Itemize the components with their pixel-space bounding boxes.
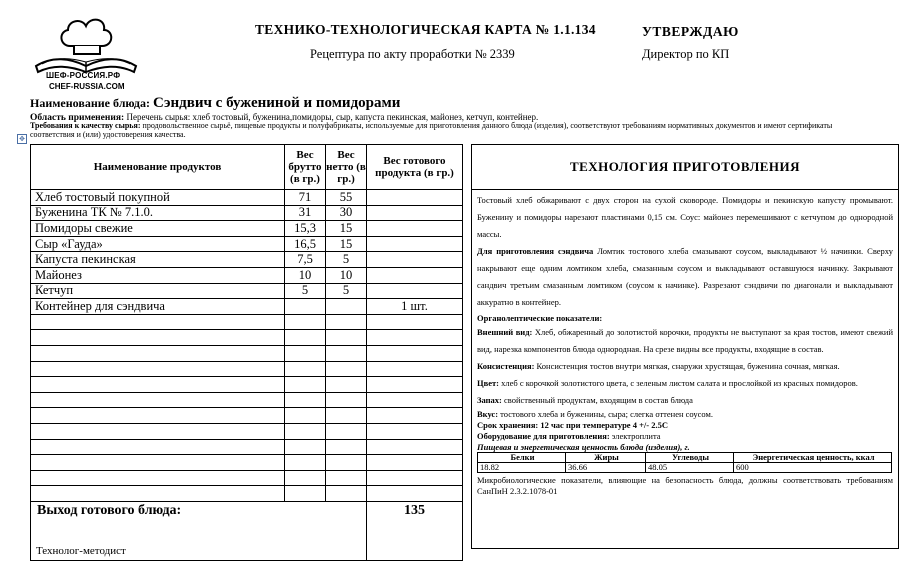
product-ready [367, 423, 463, 439]
tech-p2-text: Ломтик тостового хлеба смазывают соусом, выкладывают ½ начинки. Сверху накрывают еще одним ломтиком хлеба, смазанным соусом и выкладывают оставшуюся начинку. Закрывают сандвич третьим смазанным ломтиком (соусом к начинке). Разрезают сэндвичи по диагонали и выкладывают аккуратно в контейнер. [477, 246, 893, 307]
requirements-line [30, 122, 860, 139]
scope-text: Перечень сырья: хлеб тостовый, буженина,помидоры, сыр, капуста пекинская, майонез, кетчуп, контейнер. [126, 112, 539, 122]
organoleptic-label [477, 313, 893, 324]
appearance-label: Внешний вид: [477, 327, 533, 337]
requirements-text: продовольственное сырьё, пищевые продукты и полуфабрикаты, используемые для приготовления данного блюда (изделия), соответствуют требованиям нормативных документов и имеют сертификаты соответствия и (или) удостоверения качества. [30, 121, 833, 139]
product-name [31, 423, 285, 439]
product-name [31, 330, 285, 346]
col-header-name: Наименование продуктов [31, 145, 285, 190]
product-net: 55 [326, 190, 367, 206]
product-net [326, 330, 367, 346]
smell-text: свойственный продуктам, входящим в состав блюда [501, 395, 693, 405]
product-name [31, 439, 285, 455]
product-net [326, 392, 367, 408]
tech-paragraph-2 [477, 243, 893, 311]
table-row [31, 267, 463, 283]
product-ready [367, 486, 463, 502]
product-ready [367, 252, 463, 268]
product-ready [367, 330, 463, 346]
product-name: Майонез [31, 267, 285, 283]
nutrition-header-fat: Жиры [566, 453, 646, 463]
taste-text: тостового хлеба и буженины, сыра; слегка оттенен соусом. [498, 409, 713, 419]
product-ready [367, 283, 463, 299]
product-ready [367, 392, 463, 408]
color-text: хлеб с корочкой золотистого цвета, с зеленым листом салата и прослойкой из красных помидоров. [498, 378, 858, 388]
product-name [31, 455, 285, 471]
product-net [326, 345, 367, 361]
product-name: Буженина ТК № 7.1.0. [31, 205, 285, 221]
product-name [31, 486, 285, 502]
table-row [31, 408, 463, 424]
product-net [326, 361, 367, 377]
product-gross [285, 470, 326, 486]
product-net [326, 486, 367, 502]
product-name [31, 314, 285, 330]
logo-text-ru: ШЕФ-РОССИЯ.РФ [46, 71, 121, 80]
product-net [326, 299, 367, 315]
col-header-net: Вес нетто (в гр.) [326, 145, 367, 190]
table-move-handle-icon[interactable]: ✥ [17, 134, 27, 144]
product-ready [367, 345, 463, 361]
product-name [31, 377, 285, 393]
product-gross: 10 [285, 267, 326, 283]
microbiology-note: Микробиологические показатели, влияющие на безопасность блюда, должны соответствовать требованиям СанПиН 2.3.2.1078-01 [477, 475, 893, 496]
shelf-life-label: Срок хранения: [477, 420, 539, 430]
product-net [326, 455, 367, 471]
product-gross [285, 299, 326, 315]
product-gross [285, 408, 326, 424]
product-name [31, 361, 285, 377]
product-gross: 16,5 [285, 236, 326, 252]
consistency-label: Консистенция: [477, 361, 535, 371]
shelf-life-text: 12 час при температуре 4 +/- 2.5С [538, 420, 669, 430]
table-row [31, 190, 463, 206]
table-row [31, 345, 463, 361]
nutrition-fat: 36.66 [566, 463, 646, 473]
table-row [31, 423, 463, 439]
product-name: Контейнер для сэндвича [31, 299, 285, 315]
equipment-text: электроплита [609, 431, 661, 441]
product-name: Хлеб тостовый покупной [31, 190, 285, 206]
nutrition-header-protein: Белки [478, 453, 566, 463]
director-label: Директор по КП [642, 47, 730, 61]
table-row [31, 330, 463, 346]
product-gross [285, 486, 326, 502]
dish-name-line [30, 95, 400, 112]
product-net [326, 377, 367, 393]
product-ready [367, 361, 463, 377]
requirements-label: Требования к качеству сырья: [30, 121, 143, 130]
nutrition-energy: 600 [734, 463, 892, 473]
scope-label: Область применения: [30, 113, 127, 123]
taste [477, 409, 893, 420]
smell-label: Запах: [477, 395, 502, 405]
product-gross: 31 [285, 205, 326, 221]
product-gross: 15,3 [285, 221, 326, 237]
tech-paragraph-1: Тостовый хлеб обжаривают с двух сторон на сухой сковороде. Помидоры и пекинскую капусту промывают. Буженину и помидоры нарезают пластинами 0,15 см. Соус: майонез перемешивают с кетчупом до однородной массы. [477, 195, 893, 239]
taste-label: Вкус: [477, 409, 499, 419]
product-ready [367, 470, 463, 486]
table-row [31, 439, 463, 455]
shelf-life [477, 420, 893, 431]
product-net [326, 470, 367, 486]
table-row [31, 236, 463, 252]
product-gross [285, 423, 326, 439]
product-name: Капуста пекинская [31, 252, 285, 268]
col-header-ready: Вес готового продукта (в гр.) [367, 145, 463, 190]
product-ready [367, 455, 463, 471]
chef-russia-logo [30, 6, 140, 94]
product-ready [367, 408, 463, 424]
products-table-body [31, 190, 463, 561]
consistency-text: Консистенция тостов внутри мягкая, снаружи хрустящая, буженина сочная, мягкая. [534, 361, 840, 371]
product-ready [367, 221, 463, 237]
color-label: Цвет: [477, 378, 499, 388]
product-ready [367, 377, 463, 393]
nutrition-protein: 18.82 [478, 463, 566, 473]
dish-name: Сэндвич с бужениной и помидорами [152, 95, 401, 111]
product-ready [367, 205, 463, 221]
consistency [477, 358, 893, 375]
product-ready: 1 шт. [367, 299, 463, 315]
product-gross [285, 330, 326, 346]
product-name [31, 345, 285, 361]
footer-signature: Технолог-методист [36, 545, 126, 557]
appearance-text: Хлеб, обжаренный до золотистой корочки, продукты не выступают за края тостов, имеют свежий вид, нарезка компонентов блюда однородная. На срезе видны все продукты, входящие в состав. [477, 327, 894, 354]
product-gross: 7,5 [285, 252, 326, 268]
table-row [31, 486, 463, 502]
product-net [326, 408, 367, 424]
product-gross [285, 345, 326, 361]
product-net [326, 423, 367, 439]
product-name: Помидоры свежие [31, 221, 285, 237]
card-title: ТЕХНИКО-ТЕХНОЛОГИЧЕСКАЯ КАРТА № 1.1.134 [255, 22, 596, 37]
table-row [31, 361, 463, 377]
table-row [31, 283, 463, 299]
product-ready [367, 190, 463, 206]
product-gross [285, 439, 326, 455]
product-name: Сыр «Гауда» [31, 236, 285, 252]
technology-panel [471, 144, 899, 549]
equipment-label: Оборудование для приготовления: [477, 431, 610, 441]
table-row [31, 377, 463, 393]
color [477, 375, 893, 392]
product-name [31, 408, 285, 424]
product-name [31, 470, 285, 486]
dish-label: Наименование блюда: [30, 96, 153, 110]
organoleptic-label-text: Органолептические показатели: [477, 313, 603, 323]
table-row [31, 470, 463, 486]
product-gross [285, 314, 326, 330]
product-gross: 71 [285, 190, 326, 206]
technology-title: ТЕХНОЛОГИЯ ПРИГОТОВЛЕНИЯ [472, 145, 898, 190]
product-net: 30 [326, 205, 367, 221]
product-net [326, 439, 367, 455]
product-net: 5 [326, 283, 367, 299]
product-ready [367, 314, 463, 330]
product-ready [367, 267, 463, 283]
nutrition-carbs: 48.05 [646, 463, 734, 473]
table-row [31, 221, 463, 237]
product-gross [285, 377, 326, 393]
product-net: 10 [326, 267, 367, 283]
approve-label: УТВЕРЖДАЮ [642, 24, 739, 39]
tech-p2-label: Для приготовления сэндвича [477, 246, 594, 256]
product-net: 15 [326, 236, 367, 252]
col-header-gross: Вес брутто (в гр.) [285, 145, 326, 190]
product-gross: 5 [285, 283, 326, 299]
equipment [477, 431, 893, 442]
product-net: 15 [326, 221, 367, 237]
smell [477, 392, 893, 409]
product-ready [367, 439, 463, 455]
product-name [31, 392, 285, 408]
product-ready [367, 236, 463, 252]
output-label: Выход готового блюда: [31, 501, 367, 560]
nutrition-header-carbs: Углеводы [646, 453, 734, 463]
table-row [31, 205, 463, 221]
table-row [31, 314, 463, 330]
recipe-reference: Рецептура по акту проработки № 2339 [310, 47, 515, 61]
nutrition-title: Пищевая и энергетическая ценность блюда (изделия), г. [477, 442, 690, 452]
product-gross [285, 392, 326, 408]
product-gross [285, 361, 326, 377]
nutrition-header-energy: Энергетическая ценность, ккал [734, 453, 892, 463]
product-name: Кетчуп [31, 283, 285, 299]
product-gross [285, 455, 326, 471]
products-table [30, 144, 463, 561]
table-row [31, 455, 463, 471]
output-value: 135 [367, 501, 463, 560]
product-net [326, 314, 367, 330]
table-row [31, 252, 463, 268]
table-row [31, 392, 463, 408]
nutrition-table [477, 452, 892, 473]
appearance [477, 324, 893, 358]
product-net: 5 [326, 252, 367, 268]
logo-text-en: CHEF-RUSSIA.COM [49, 82, 125, 91]
table-row [31, 299, 463, 315]
